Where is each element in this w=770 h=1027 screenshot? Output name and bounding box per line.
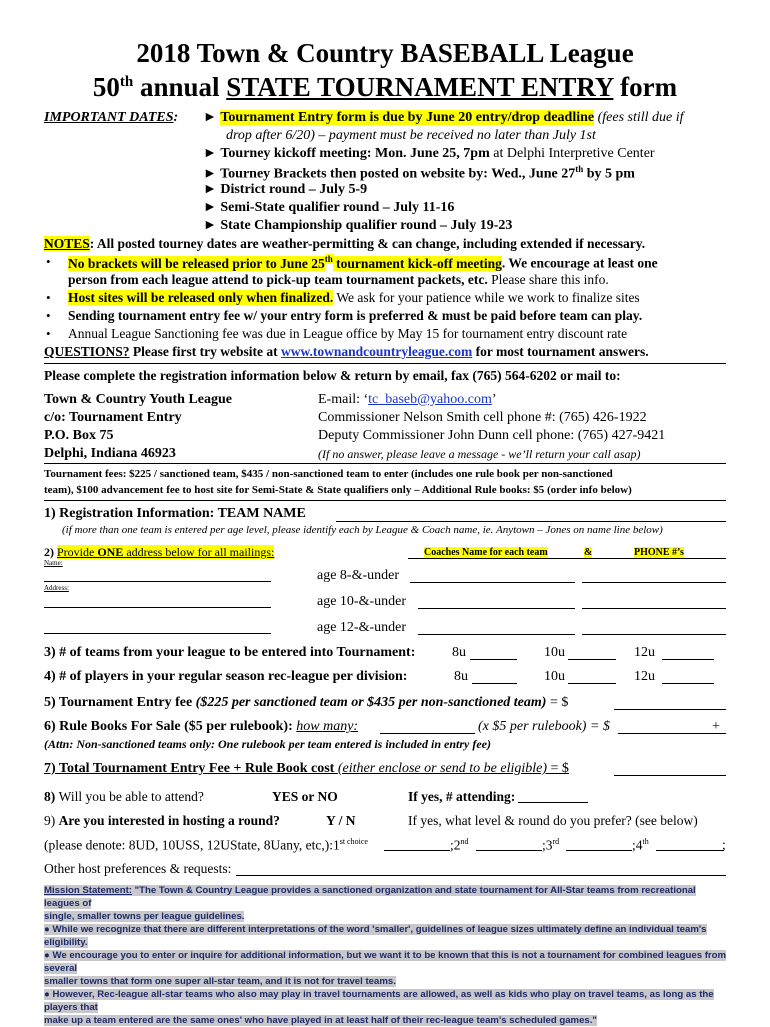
coach-8u-field[interactable] xyxy=(410,582,575,583)
phone-header: PHONE #’s xyxy=(634,547,684,558)
important-dates-label: IMPORTANT DATES: xyxy=(44,110,179,125)
questions-line: QUESTIONS? Please first try website at www.townandcountryleague.com for most tournament answers. xyxy=(44,344,649,359)
q4-label: 4) # of players in your regular season rec-league per division: xyxy=(44,669,408,684)
contact-commissioner: Commissioner Nelson Smith cell phone #: (765) 426-1922 xyxy=(318,410,647,425)
q9-denote: (please denote: 8UD, 10USS, 12UState, 8Uany, $etc,):1^{st choice}$ xyxy=(44,837,368,853)
q3-12u-field[interactable] xyxy=(662,659,714,660)
choice-1-field[interactable] xyxy=(384,850,450,851)
q1-note: (if more than one team is entered per age level, please identify each by League & Coach name, ie. Anytown – Jones on name line below) xyxy=(62,524,663,536)
page-title: 2018 Town & Country BASEBALL League xyxy=(136,38,634,68)
choice-3-label: ;3rd xyxy=(542,837,560,853)
contact-note: (If no answer, please leave a message - we’ll return your call asap) xyxy=(318,447,641,461)
date-entry-deadline: ► Tournament Entry form is due by June 20 entry/drop deadline (fees still due if xyxy=(203,110,684,125)
note-sanctioning: Annual League Sanctioning fee was due in League office by May 15 for tournament entry discount rate xyxy=(68,326,628,341)
q8-ifyes: If yes, # attending: xyxy=(408,789,516,804)
mailing-city-field[interactable] xyxy=(44,633,271,634)
bullet-icon: • xyxy=(46,308,51,323)
q6-attn: (Attn: Non-sanctioned teams only: One rulebook per team entered is included in entry fee) xyxy=(44,737,491,751)
q4-12u-field[interactable] xyxy=(662,683,714,684)
fees-line1: Tournament fees: $225 / sanctioned team, $435 / non-sanctioned team to enter (includes one rule book per non-sanctioned xyxy=(44,468,613,480)
other-preferences-label: Other host preferences & requests: xyxy=(44,861,232,876)
q3-label: 3) # of teams from your league to be entered into Tournament: xyxy=(44,645,416,660)
date-brackets: ► Tourney Brackets then posted on website by: Wed., June 27th by 5 pm xyxy=(203,164,635,182)
bullet-icon: • xyxy=(46,254,51,269)
name-label: Name: xyxy=(44,559,63,567)
semicolon: ; xyxy=(722,837,726,852)
contact-deputy: Deputy Commissioner John Dunn cell phone: (765) 427-9421 xyxy=(318,428,666,443)
age-8-label: age 8-&-under xyxy=(317,568,400,583)
q4-8u-field[interactable] xyxy=(472,683,517,684)
q3-8u-label: 8u xyxy=(452,645,466,660)
mail-address-line1: Town & Country Youth League xyxy=(44,392,232,407)
coaches-name-header: Coaches Name for each team xyxy=(424,547,548,558)
rulebook-count-field[interactable] xyxy=(380,733,475,734)
divider xyxy=(44,500,726,501)
entry-fee-field[interactable] xyxy=(614,709,726,710)
total-fee-field[interactable] xyxy=(614,775,726,776)
date-state: ► State Championship qualifier round – July 19-23 xyxy=(203,218,513,233)
mail-address-line2: c/o: Tournament Entry xyxy=(44,410,182,425)
age-10-label: age 10-&-under xyxy=(317,594,407,609)
note-entry-fee: Sending tournament entry fee w/ your entry form is preferred & must be paid before team can play. xyxy=(68,308,643,323)
note-brackets: No brackets will be released prior to June 25th tournament kick-off meeting. We encourage at least one xyxy=(68,254,658,271)
q3-8u-field[interactable] xyxy=(470,659,517,660)
q7-label: 7) Total Tournament Entry Fee + Rule Book cost (either enclose or send to be eligible) = $ xyxy=(44,761,569,776)
note-brackets-cont: person from each league attend to pick-up team tournament packets, etc. Please share this info. xyxy=(68,272,609,287)
address-label: Address: xyxy=(44,584,69,592)
host-yes-no[interactable]: Y / N xyxy=(326,813,356,828)
mail-address-line4: Delphi, Indiana 46923 xyxy=(44,446,176,461)
coaches-header-line xyxy=(408,558,726,559)
q9-label: 9) Are you interested in hosting a round? xyxy=(44,813,280,828)
team-name-field[interactable] xyxy=(336,521,726,522)
amp-header: & xyxy=(584,547,593,558)
divider xyxy=(44,363,726,364)
q1-team-name-label: 1) Registration Information: TEAM NAME xyxy=(44,506,306,521)
choice-2-field[interactable] xyxy=(476,850,542,851)
date-entry-deadline-cont: drop after 6/20) – payment must be received no later than July 1st xyxy=(226,128,596,143)
notes-line: NOTES: All posted tourney dates are weather-permitting & can change, including extended if necessary. xyxy=(44,236,646,251)
attending-count-field[interactable] xyxy=(518,802,588,803)
coach-10u-field[interactable] xyxy=(418,608,575,609)
phone-8u-field[interactable] xyxy=(582,582,726,583)
contact-email: E-mail: ‘tc_baseb@yahoo.com’ xyxy=(318,392,497,407)
mail-address-line3: P.O. Box 75 xyxy=(44,428,114,443)
mailing-address-field[interactable] xyxy=(44,607,271,608)
phone-12u-field[interactable] xyxy=(582,634,726,635)
choice-4-field[interactable] xyxy=(656,850,724,851)
bullet-icon: • xyxy=(46,326,51,341)
date-district: ► District round – July 5-9 xyxy=(203,182,368,197)
q4-10u-field[interactable] xyxy=(568,683,616,684)
q6-price: (x $5 per rulebook) = $ xyxy=(478,719,610,734)
plus-sign: + xyxy=(712,719,720,734)
email-link[interactable]: tc_baseb@yahoo.com xyxy=(368,392,492,407)
choice-3-field[interactable] xyxy=(566,850,632,851)
choice-2-label: ;2nd xyxy=(450,837,469,853)
divider xyxy=(44,463,726,464)
q2-label: 2) Provide ONE address below for all mailings: xyxy=(44,545,275,559)
mission-statement: Mission Statement: "The Town & Country League provides a sanctioned organization and state tournament for All-Star teams from recreational leagues of single, smaller towns per league guidelines. ● While we recognize that there are different interpretations of the word 'smaller', guidelines of league sizes ultimately define an individual team's eligibility. ● We encourage you to enter or inquire for additional information, but we want it to be known that this is not a tournament for combined leagues from several smaller towns that form one super all-star team, and it is not for travel teams. ● However, Rec-league all-star teams who also may play in travel tournaments are allowed, as well as kids who play on travel teams, as long as the players that make up a team entered are the same ones' who have played in at least half of their rec-league team's scheduled games." xyxy=(44,885,727,1026)
q4-12u-label: 12u xyxy=(634,669,655,684)
note-host-sites: Host sites will be released only when finalized. We ask for your patience while we work to finalize sites xyxy=(68,290,640,305)
mailing-name-field[interactable] xyxy=(44,581,271,582)
q6-label: 6) Rule Books For Sale ($5 per rulebook): how many: xyxy=(44,719,359,734)
q3-10u-field[interactable] xyxy=(568,659,616,660)
website-link[interactable]: www.townandcountryleague.com xyxy=(280,344,473,359)
choice-4-label: ;4th xyxy=(632,837,649,853)
bullet-icon: • xyxy=(46,290,51,305)
q3-10u-label: 10u xyxy=(544,645,565,660)
attend-yes-no[interactable]: YES or NO xyxy=(272,789,338,804)
rulebook-cost-field[interactable] xyxy=(618,733,726,734)
q4-10u-label: 10u xyxy=(544,669,565,684)
coach-12u-field[interactable] xyxy=(418,634,575,635)
page-subtitle: 50th annual STATE TOURNAMENT ENTRY form xyxy=(92,72,678,102)
instructions: Please complete the registration information below & return by email, fax (765) 564-6202 or mail to: xyxy=(44,368,621,383)
q5-label: 5) Tournament Entry fee ($225 per sanctioned team or $435 per non-sanctioned team) = $ xyxy=(44,695,569,710)
phone-10u-field[interactable] xyxy=(582,608,726,609)
fees-line2: team), $100 advancement fee to host site for Semi-State & State qualifiers only – Additional Rule books: $5 (order info below) xyxy=(44,484,632,496)
date-kickoff: ► Tourney kickoff meeting: Mon. June 25, 7pm at Delphi Interpretive Center xyxy=(203,146,655,161)
date-semi-state: ► Semi-State qualifier round – July 11-16 xyxy=(203,200,455,215)
age-12-label: age 12-&-under xyxy=(317,620,407,635)
q8-label: 8) Will you be able to attend? xyxy=(44,789,204,804)
q9-ifyes: If yes, what level & round do you prefer? (see below) xyxy=(408,813,698,828)
q4-8u-label: 8u xyxy=(454,669,468,684)
other-preferences-field[interactable] xyxy=(236,875,726,876)
q3-12u-label: 12u xyxy=(634,645,655,660)
